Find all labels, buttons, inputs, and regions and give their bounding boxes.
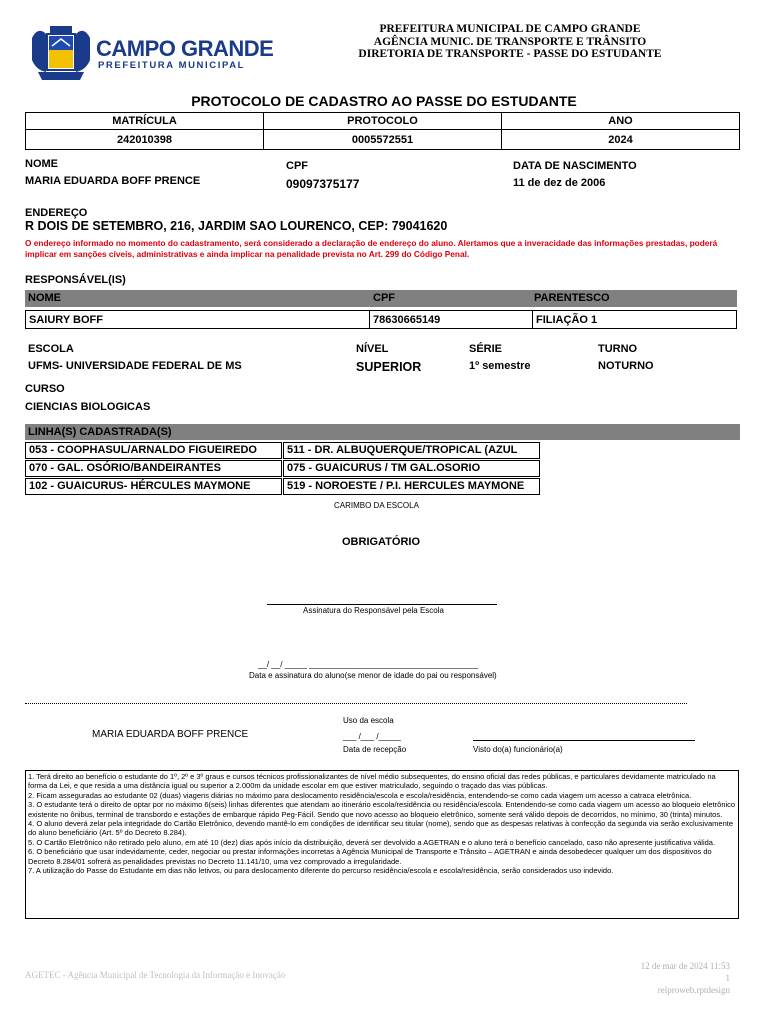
footer-timestamp: 12 de mar de 2024 11:53 — [640, 961, 730, 971]
list-item: 070 - GAL. OSÓRIO/BANDEIRANTES — [25, 460, 282, 477]
curso-label: CURSO — [25, 383, 65, 395]
escola-label: ESCOLA — [28, 343, 74, 355]
responsaveis-label: RESPONSÁVEL(IS) — [25, 274, 126, 286]
nivel-label: NÍVEL — [356, 343, 389, 355]
obrigatorio-label: OBRIGATÓRIO — [342, 536, 421, 548]
col-parentesco: PARENTESCO — [534, 292, 610, 304]
header-line-3: DIRETORIA DE TRANSPORTE - PASSE DO ESTUDANTE — [358, 48, 662, 60]
protocolo-cell — [263, 113, 501, 149]
assinatura-aluno-label: Data e assinatura do aluno(se menor de idade do pai ou responsável) — [249, 671, 497, 680]
logo-title: CAMPO GRANDE — [96, 36, 274, 61]
table-row — [25, 310, 737, 329]
footer-meta — [600, 960, 730, 996]
list-item: 511 - DR. ALBUQUERQUE/TROPICAL (AZUL — [283, 442, 540, 459]
rule-item: 4. O aluno deverá zelar pela integridade do Cartão Eletrônico, devendo mantê-lo em condições de identificar seu titular (nome), sendo que as despesas relativas à confecção da segunda via serão exclusivamente do aluno beneficiário (Art. 5º do Decreto 8.284). — [28, 819, 733, 838]
cpf-value: 09097375177 — [286, 177, 360, 191]
header-line-2: AGÊNCIA MUNIC. DE TRANSPORTE E TRÂNSITO — [373, 35, 647, 48]
footer-page: 1 — [725, 973, 730, 983]
col-nome: NOME — [28, 292, 61, 304]
protocolo-value: 0005572551 — [351, 134, 414, 146]
cpf-label: CPF — [286, 160, 308, 172]
endereco-value: R DOIS DE SETEMBRO, 216, JARDIM SAO LOURENCO, CEP: 79041620 — [25, 219, 448, 233]
endereco-label: ENDEREÇO — [25, 207, 88, 219]
linhas-header: LINHA(S) CADASTRADA(S) — [25, 424, 740, 440]
column-divider — [369, 311, 370, 328]
ano-label: ANO — [502, 113, 739, 130]
visto-line — [473, 740, 695, 741]
carimbo-label: CARIMBO DA ESCOLA — [334, 501, 419, 510]
curso-value: CIENCIAS BIOLOGICAS — [25, 401, 151, 413]
address-warning: O endereço informado no momento do cadastramento, será considerado a declaração de endereço do aluno. Alertamos que a inveracidade das informações prestadas, poderá implicar em sanções cíveis, administrativas e ainda implicar na penalidade prevista no Art. 299 do Código Penal. — [25, 238, 718, 259]
list-item: 102 - GUAICURUS- HÉRCULES MAYMONE — [25, 478, 282, 495]
header-line-1: PREFEITURA MUNICIPAL DE CAMPO GRANDE — [379, 23, 641, 35]
serie-label: SÉRIE — [469, 343, 503, 355]
document-title: PROTOCOLO DE CADASTRO AO PASSE DO ESTUDANTE — [191, 93, 577, 109]
summary-table — [25, 112, 740, 150]
responsavel-cpf: 78630665149 — [373, 314, 441, 326]
signature-line-school — [267, 604, 497, 605]
recepcao-blank: ___ /___ /_____ — [343, 732, 401, 741]
ano-value: 2024 — [608, 134, 633, 146]
rule-item: 7. A utilização do Passe do Estudante em dias não letivos, ou para deslocamento diferente do percurso residência/escola e escola/residência, serão considerados uso indevido. — [28, 866, 614, 876]
nascimento-value: 11 de dez de 2006 — [513, 177, 606, 189]
matricula-label: MATRÍCULA — [26, 113, 263, 130]
data-recepcao-label: Data de recepção — [343, 745, 407, 754]
turno-label: TURNO — [598, 343, 638, 355]
cut-line — [25, 703, 687, 704]
date-signature-blank: __/ __/ _____ ______________________________________ — [258, 660, 479, 669]
aluno-nome-stub: MARIA EDUARDA BOFF PRENCE — [92, 729, 249, 740]
logo-subtitle: PREFEITURA MUNICIPAL — [98, 60, 246, 71]
nome-value: MARIA EDUARDA BOFF PRENCE — [25, 175, 201, 187]
matricula-cell — [26, 113, 263, 149]
nivel-value: SUPERIOR — [356, 360, 422, 374]
list-item: 075 - GUAICURUS / TM GAL.OSORIO — [283, 460, 540, 477]
city-logo — [28, 24, 274, 84]
coat-of-arms-icon — [28, 24, 94, 84]
escola-value: UFMS- UNIVERSIDADE FEDERAL DE MS — [28, 360, 242, 372]
responsavel-parentesco: FILIAÇÃO 1 — [536, 314, 598, 326]
footer-agency: AGETEC - Agência Municipal de Tecnologia da Informação e Inovação — [25, 970, 286, 980]
rules-box — [25, 770, 739, 919]
rule-item: 6. O beneficiário que usar indevidamente, ceder, negociar ou prestar informações incorretas à Agência Municipal de Transporte e Trânsito – AGETRAN e ainda desobedecer qualquer um dos dispositivos do Decreto 8.284/01 sofrerá as penalidades previstas no Decreto 11.141/10, uma vez comprovado a irregularidade. — [28, 847, 712, 866]
assinatura-escola-label: Assinatura do Responsável pela Escola — [303, 606, 444, 615]
rule-item: 3. O estudante terá o direito de optar por no máximo 6(seis) linhas diferentes que atendam ao itinerário escola/residência ou residência/escola. Entendendo-se como cada viagem um acesso ao bloqueio eletrônico existente no ônibus, terminal de transbordo e estações de embarque rápido Peg-Fácil. Sendo que novo acesso ao bloqueio eletrônico, somente será válido depois de decorridos, no mínimo, 30 (trinta) minutos. — [28, 800, 736, 819]
serie-value: 1º semestre — [469, 360, 531, 372]
col-cpf: CPF — [373, 292, 395, 304]
column-divider — [532, 311, 533, 328]
footer-design: relproweb.rptdesign — [657, 985, 730, 995]
agency-header — [330, 23, 690, 61]
uso-escola-label: Uso da escola — [343, 716, 394, 725]
nome-label: NOME — [25, 158, 58, 170]
list-item: 519 - NOROESTE / P.I. HERCULES MAYMONE — [283, 478, 540, 495]
turno-value: NOTURNO — [598, 360, 654, 372]
rule-item: 2. Ficam asseguradas ao estudante 02 (duas) viagens diárias no máximo para deslocamento residência/escola e escola/residência, entendendo-se como cada viagem um acesso a catraca eletrônica. — [28, 790, 692, 800]
protocolo-label: PROTOCOLO — [264, 113, 501, 130]
ano-cell — [501, 113, 739, 149]
responsavel-nome: SAIURY BOFF — [29, 314, 103, 326]
nascimento-label: DATA DE NASCIMENTO — [513, 160, 637, 172]
rule-item: 5. O Cartão Eletrônico não retirado pelo aluno, em até 10 (dez) dias após início da distribuição, deverá ser devolvido a AGETRAN e o aluno terá o benefício cancelado, caso não apresente justificativa válida. — [28, 837, 716, 847]
list-item: 053 - COOPHASUL/ARNALDO FIGUEIREDO — [25, 442, 282, 459]
matricula-value: 242010398 — [116, 134, 173, 146]
rule-item: 1. Terá direito ao benefício o estudante do 1º, 2º e 3º graus e cursos técnicos profissionalizantes de nível médio subsequentes, do ensino oficial das redes públicas, e particulares devidamente matriculado na forma da Lei, e que resida a uma distância igual ou superior a 2.000m da unidade escolar em que estiver matriculado, seguindo o traçado das vias públicas. — [28, 772, 716, 791]
responsaveis-header — [25, 290, 737, 307]
visto-label: Visto do(a) funcionário(a) — [473, 745, 563, 754]
